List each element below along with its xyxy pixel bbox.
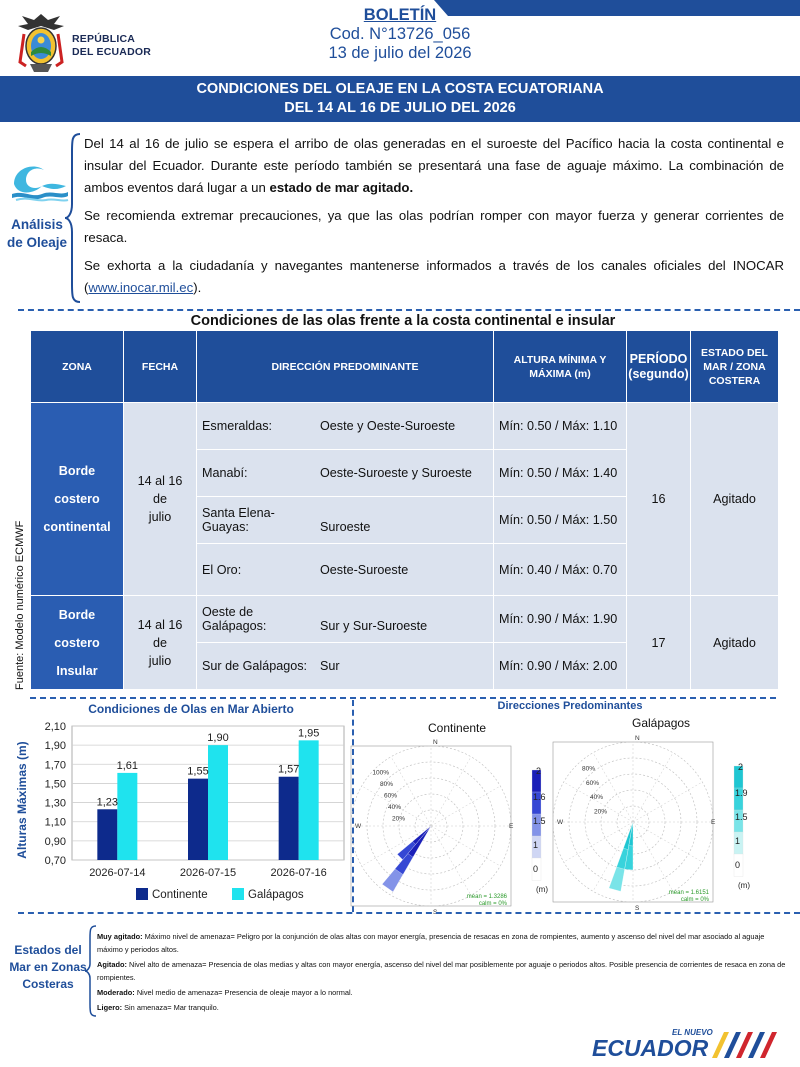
y-tick-label: 0,90 [44, 835, 66, 848]
bar [279, 777, 299, 860]
analysis-label-line-1: Análisis [11, 217, 63, 232]
y-tick-label: 2,10 [44, 721, 66, 733]
rose-ring-label: 100% [372, 769, 389, 777]
periodo-continental: 16 [627, 403, 691, 596]
zona-continental-2: continental [43, 520, 111, 534]
header-periodo-1: PERÍODO [629, 351, 688, 366]
height-cell: Mín: 0.50 / Máx: 1.40 [494, 450, 627, 497]
header-direccion: DIRECCIÓN PREDOMINANTE [197, 331, 494, 403]
coat-of-arms-icon [14, 12, 68, 74]
rose-name-continente: Continente [428, 721, 487, 735]
header-zona: ZONA [31, 331, 124, 403]
sea-state-label-2: Mar en Zonas [9, 960, 87, 974]
estado-insular: Agitado [691, 596, 779, 690]
sea-state-label-3: Costeras [22, 977, 74, 991]
bulletin-header [260, 6, 540, 63]
gov-line-2: DEL ECUADOR [72, 46, 152, 58]
colorbar-tick: 1.5 [533, 816, 546, 826]
table-header-row [31, 331, 779, 403]
place-name: Sur de Galápagos: [202, 659, 308, 673]
rose-direction-label: S [635, 905, 640, 912]
rose-mean: mean = 1.6151 [668, 890, 709, 896]
data-label: 1,23 [96, 796, 119, 809]
bulletin-date: 13 de julio del 2026 [328, 44, 472, 62]
rose-direction-label: E [711, 819, 716, 826]
sea-state-divider [18, 912, 800, 914]
rose-ring-label: 80% [581, 765, 595, 773]
sea-state-list [97, 930, 787, 1016]
direction-cell [197, 403, 494, 450]
bar-chart-ylabel: Alturas Máximas (m) [15, 741, 29, 859]
chart-divider [30, 697, 776, 699]
rose-galapagos [558, 732, 762, 912]
rose-direction-label: E [509, 823, 514, 830]
x-tick-label: 2026-07-15 [179, 867, 237, 879]
direction-value: Suroeste [320, 520, 371, 534]
y-tick-label: 0,70 [44, 855, 66, 867]
direction-value: Sur [320, 659, 340, 673]
place-name: Santa Elena-Guayas: [202, 506, 275, 534]
chart-vertical-divider [352, 700, 354, 912]
rose-title: Direcciones Predominantes [497, 700, 643, 712]
bar-chart [10, 716, 350, 910]
header-altura-2: MÁXIMA (m) [529, 367, 591, 380]
colorbar-tick: 2 [536, 766, 542, 776]
rose-name-galapagos: Galápagos [632, 716, 691, 730]
x-tick-label: 2026-07-16 [270, 867, 327, 879]
data-label: 1,55 [187, 765, 209, 778]
header-periodo [627, 331, 691, 403]
legend-label: Galápagos [248, 889, 304, 901]
analysis-p3-text: Se exhorta a la ciudadanía y navegantes mantenerse informados a través de los canales oficiales del INOCAR ( [84, 258, 784, 295]
ecuador-brand-logo [588, 1026, 788, 1062]
height-cell: Mín: 0.40 / Máx: 0.70 [494, 544, 627, 596]
bar-chart-title: Condiciones de Olas en Mar Abierto [88, 702, 294, 716]
analysis-label-line-2: de Oleaje [6, 235, 68, 250]
sea-state-desc: Máximo nivel de amenaza= Peligro por la conjunción de olas altas con mayor energía, presencia de resacas en zona de rompientes, aumento y ascenso del nivel del mar asociado al aguaje máximo y periodos altos. [97, 932, 765, 954]
colorbar-tick: 2 [738, 762, 744, 772]
data-label: 1,90 [207, 732, 229, 745]
government-name [72, 33, 151, 59]
place-name: Oeste de Galápagos: [202, 605, 267, 633]
gov-line-1: REPÚBLICA [72, 33, 136, 45]
header-periodo-2: (segundo) [628, 366, 689, 381]
zona-insular-1: Borde costero [54, 607, 100, 650]
bar [208, 745, 228, 860]
fecha-continental-2: julio [148, 510, 172, 524]
analysis-p1-text: Del 14 al 16 de julio se espera el arribo de olas generadas en el suroeste del Pacífico hacia la costa continental e insular del Ecuador. Durante este período también se presentará una fase de aguaje máximo. La combinación de ambos eventos dará lugar a un [84, 136, 784, 195]
direction-value: Oeste-Suroeste [320, 562, 409, 577]
bulletin-code: Cod. N°13726_056 [329, 25, 471, 43]
sea-state-desc: Nivel alto de amenaza= Presencia de olas medias y altas con mayor energía, ascenso del nivel del mar posiblemente por aguaje o periodos altos. Posible presencia de corrientes de resaca en zona de rompientes. [97, 960, 786, 982]
rose-ring-label: 60% [585, 779, 599, 787]
sea-state-item [97, 958, 787, 984]
height-cell: Mín: 0.50 / Máx: 1.50 [494, 497, 627, 544]
section-divider [18, 309, 800, 311]
rose-direction-label: S [433, 909, 438, 916]
wave-icon [8, 156, 72, 204]
rose-ring-label: 80% [379, 780, 393, 788]
direction-cell [197, 596, 494, 643]
header-estado-1: ESTADO DEL [701, 346, 768, 359]
bulletin-label: BOLETÍN [363, 6, 437, 24]
bar [188, 779, 208, 860]
bar [299, 740, 319, 860]
height-cell: Mín: 0.90 / Máx: 1.90 [494, 596, 627, 643]
bar [97, 809, 117, 860]
data-label: 1,95 [297, 727, 320, 740]
table-row [31, 403, 779, 450]
sea-state-label-1: Estados del [14, 943, 82, 957]
height-cell: Mín: 0.50 / Máx: 1.10 [494, 403, 627, 450]
analysis-paragraph-2: Se recomienda extremar precauciones, ya que las olas podrían romper con mayor fuerza y generar corrientes de resaca. [84, 208, 784, 245]
sea-state-term: Muy agitado: [97, 932, 143, 941]
rose-direction-label: N [635, 735, 640, 742]
direction-value: Oeste-Suroeste y Suroeste [320, 466, 472, 480]
rose-continente [355, 736, 560, 916]
table-title: Condiciones de las olas frente a la costa continental e insular [190, 313, 616, 329]
fecha-insular [124, 596, 197, 690]
analysis-p3-end: ). [193, 280, 202, 295]
header-altura-1: ALTURA MÍNIMA Y [513, 353, 607, 366]
bar [117, 773, 137, 860]
rose-ring-label: 20% [593, 808, 607, 816]
y-tick-label: 1,70 [44, 759, 66, 772]
zona-continental [31, 403, 124, 596]
sea-state-term: Moderado: [97, 988, 135, 997]
brand-big-text: ECUADOR [592, 1035, 709, 1061]
zona-continental-1: Borde costero [54, 464, 100, 506]
colorbar-unit: (m) [536, 885, 548, 894]
direction-cell [197, 450, 494, 497]
rose-calm: calm = 0% [680, 897, 709, 903]
brace-icon [64, 132, 82, 304]
brace-icon [84, 924, 98, 1018]
rose-ring-label: 40% [387, 803, 401, 811]
sea-state-desc: Nivel medio de amenaza= Presencia de oleaje mayor a lo normal. [134, 988, 353, 997]
rose-direction-label: N [433, 739, 438, 746]
y-tick-label: 1,90 [44, 740, 66, 753]
rose-mean: mean = 1.3286 [466, 894, 507, 900]
place-name: Manabí: [202, 466, 248, 480]
title-line-2: DEL 14 AL 16 DE JULIO DEL 2026 [284, 100, 516, 116]
analysis-paragraph-3 [84, 255, 784, 299]
fecha-continental [124, 403, 197, 596]
direction-value: Sur y Sur-Suroeste [320, 619, 428, 633]
page-title [0, 76, 800, 122]
table-row [31, 596, 779, 643]
analysis-paragraph-1 [84, 133, 784, 199]
brand-small-text: EL NUEVO [672, 1028, 713, 1037]
estado-continental: Agitado [691, 403, 779, 596]
direction-value: Oeste y Oeste-Suroeste [320, 419, 456, 433]
rose-ring-label: 60% [383, 792, 397, 800]
fecha-insular-1: 14 al 16 de [137, 617, 183, 650]
sea-state-item [97, 1001, 787, 1014]
legend-swatch [232, 888, 244, 900]
height-cell: Mín: 0.90 / Máx: 2.00 [494, 643, 627, 690]
analysis-p1-bold: estado de mar agitado. [269, 180, 414, 195]
data-label: 1,61 [116, 759, 139, 772]
colorbar-tick: 1.5 [735, 812, 748, 822]
colorbar-tick: 1.9 [735, 788, 748, 798]
header-estado-3: COSTERA [708, 374, 761, 387]
x-tick-label: 2026-07-14 [89, 867, 146, 879]
periodo-insular: 17 [627, 596, 691, 690]
rose-direction-label: W [557, 819, 564, 826]
wave-conditions-table [30, 330, 778, 690]
header-fecha: FECHA [124, 331, 197, 403]
source-note: Fuente: Modelo numérico ECMWF [14, 520, 26, 690]
analysis-label [2, 216, 72, 252]
zona-insular [31, 596, 124, 690]
y-tick-label: 1,30 [44, 797, 66, 810]
direction-cell [197, 544, 494, 596]
header-estado-2: MAR / ZONA [703, 360, 766, 373]
analysis-body [84, 133, 784, 305]
colorbar-tick: 1 [735, 836, 741, 846]
colorbar-tick: 0 [735, 860, 741, 870]
sea-state-label [6, 942, 90, 993]
sea-state-term: Agitado: [97, 960, 127, 969]
colorbar-tick: 0 [533, 864, 539, 874]
fecha-continental-1: 14 al 16 de [137, 474, 183, 506]
sea-state-desc: Sin amenaza= Mar tranquilo. [122, 1003, 219, 1012]
sea-state-item [97, 930, 787, 956]
colorbar-tick: 1 [533, 840, 539, 850]
title-line-1: CONDICIONES DEL OLEAJE EN LA COSTA ECUATORIANA [196, 81, 604, 97]
y-tick-label: 1,10 [44, 816, 66, 829]
legend-label: Continente [152, 889, 208, 901]
colorbar-tick: 1.6 [533, 792, 546, 802]
legend-swatch [136, 888, 148, 900]
sea-state-term: Ligero: [97, 1003, 123, 1012]
rose-ring-label: 40% [589, 794, 603, 802]
place-name: El Oro: [202, 562, 242, 577]
header-estado [691, 331, 779, 403]
rose-calm: calm = 0% [478, 901, 507, 907]
direction-cell [197, 497, 494, 544]
direction-cell [197, 643, 494, 690]
sea-state-item [97, 986, 787, 999]
data-label: 1,57 [277, 763, 300, 776]
rose-direction-label: W [355, 823, 362, 830]
inocar-link[interactable]: www.inocar.mil.ec [88, 280, 194, 295]
y-tick-label: 1,50 [44, 778, 66, 791]
rose-ring-label: 20% [391, 815, 405, 823]
place-name: Esmeraldas: [202, 419, 272, 433]
fecha-insular-2: julio [148, 653, 172, 668]
colorbar-unit: (m) [738, 881, 750, 890]
zona-insular-2: Insular [56, 663, 98, 678]
header-altura [494, 331, 627, 403]
